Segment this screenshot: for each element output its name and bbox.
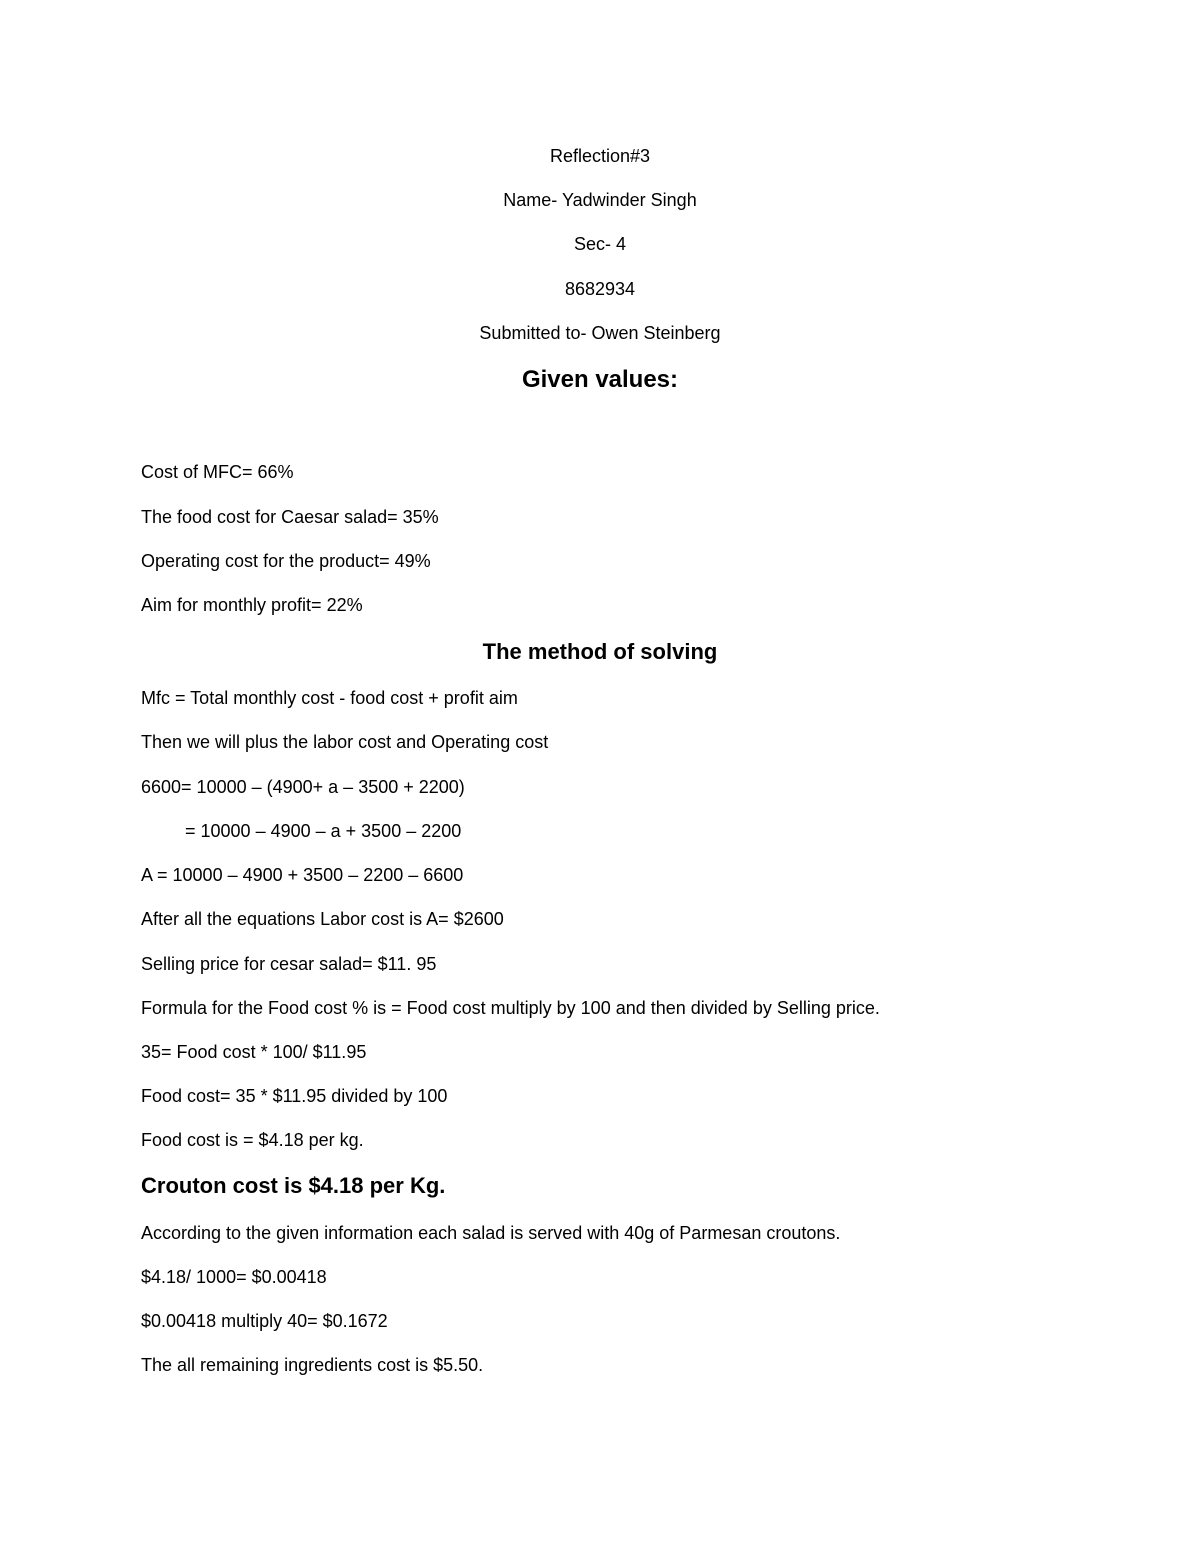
crouton-line: $4.18/ 1000= $0.00418: [141, 1267, 327, 1287]
method-line: After all the equations Labor cost is A= $2600: [141, 909, 504, 929]
author-name: Name- Yadwinder Singh: [503, 190, 697, 210]
method-heading: The method of solving: [482, 639, 718, 664]
crouton-line: $0.00418 multiply 40= $0.1672: [141, 1311, 388, 1331]
method-line: Formula for the Food cost % is = Food cost multiply by 100 and then divided by Selling price.: [141, 998, 880, 1018]
section-number: Sec- 4: [573, 234, 627, 254]
method-line: Mfc = Total monthly cost - food cost + profit aim: [141, 688, 518, 708]
crouton-line: According to the given information each salad is served with 40g of Parmesan croutons.: [141, 1223, 841, 1243]
given-item: Cost of MFC= 66%: [141, 462, 294, 482]
given-item: Aim for monthly profit= 22%: [141, 595, 363, 615]
method-line: Food cost= 35 * $11.95 divided by 100: [141, 1086, 448, 1106]
method-line: Selling price for cesar salad= $11. 95: [141, 954, 437, 974]
method-line: Then we will plus the labor cost and Operating cost: [141, 732, 549, 752]
submitted-to: Submitted to- Owen Steinberg: [479, 323, 721, 343]
given-values-heading: Given values:: [521, 366, 679, 393]
student-id: 8682934: [564, 279, 636, 299]
crouton-heading: Crouton cost is $4.18 per Kg.: [141, 1173, 446, 1198]
method-line: 6600= 10000 – (4900+ a – 3500 + 2200): [141, 777, 465, 797]
document-title: Reflection#3: [549, 146, 651, 166]
method-line: = 10000 – 4900 – a + 3500 – 2200: [185, 821, 462, 841]
crouton-line: The all remaining ingredients cost is $5.50.: [141, 1355, 484, 1375]
given-item: Operating cost for the product= 49%: [141, 551, 431, 571]
method-line: A = 10000 – 4900 + 3500 – 2200 – 6600: [141, 865, 464, 885]
method-line: 35= Food cost * 100/ $11.95: [141, 1042, 367, 1062]
method-line: Food cost is = $4.18 per kg.: [141, 1130, 364, 1150]
given-item: The food cost for Caesar salad= 35%: [141, 507, 439, 527]
